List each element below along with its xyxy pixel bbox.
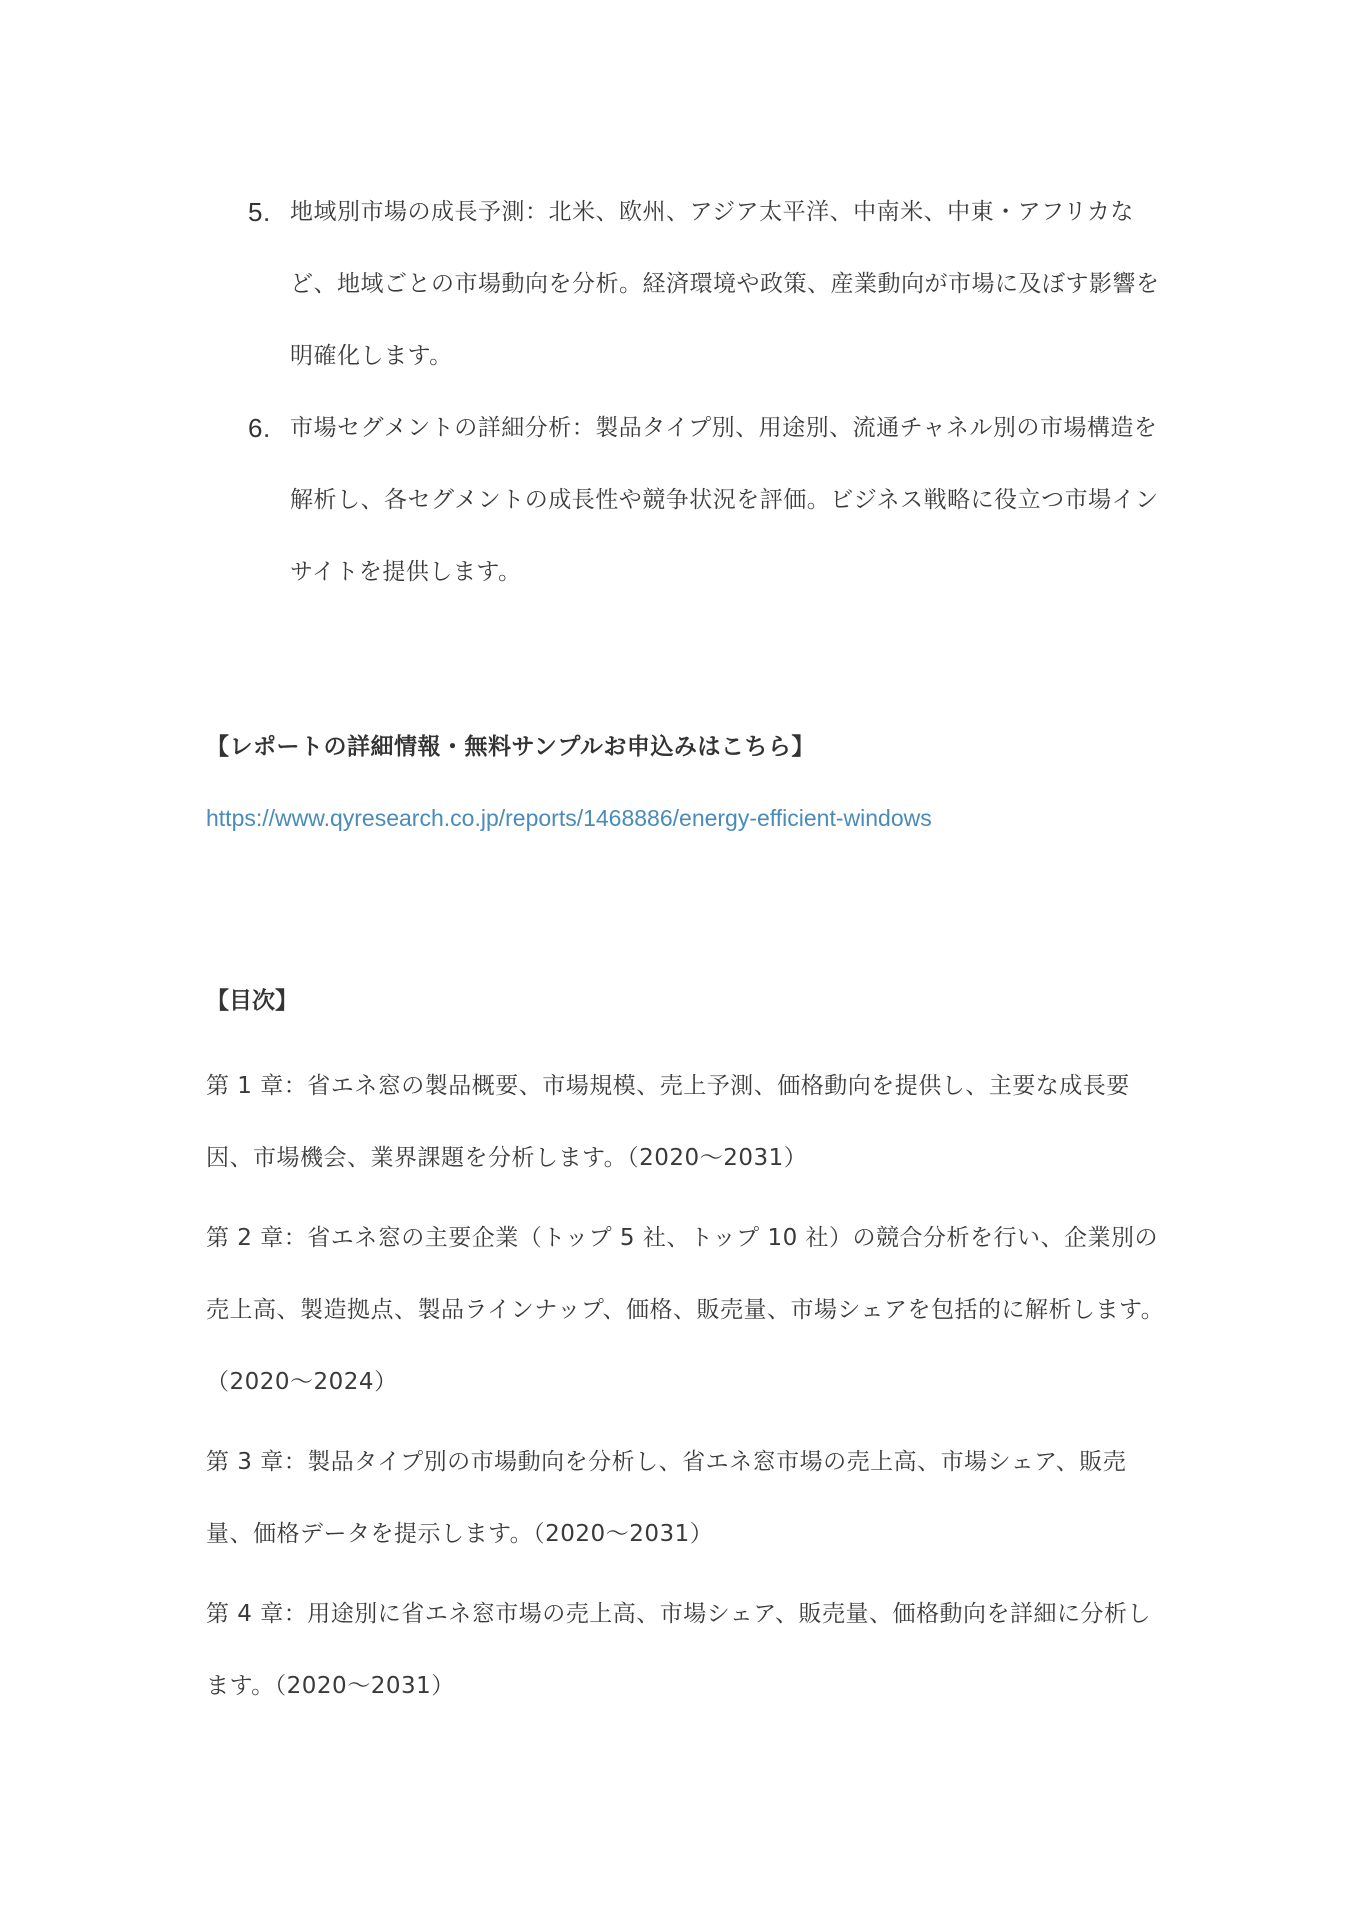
report-link-heading: 【レポートの詳細情報・無料サンプルお申込みはこちら】 — [206, 734, 815, 760]
list-item-text: 市場セグメントの詳細分析：製品タイプ別、用途別、流通チャネル別の市場構造を解析し、各セグメントの成長性や競争状況を評価。ビジネス戦略に役立つ市場インサイトを提供します。 — [290, 415, 1159, 585]
analysis-list — [248, 176, 1168, 608]
list-item — [248, 392, 1168, 608]
toc-chapter-2: 第 2 章：省エネ窓の主要企業（トップ 5 社、トップ 10 社）の競合分析を行い、企業別の売上高、製造拠点、製品ラインナップ、価格、販売量、市場シェアを包括的に解析します。（2020～2024） — [206, 1225, 1165, 1395]
toc-heading: 【目次】 — [206, 988, 298, 1014]
list-item-number: 5. — [248, 197, 271, 227]
list-item-text: 地域別市場の成長予測：北米、欧州、アジア太平洋、中南米、中東・アフリカなど、地域ごとの市場動向を分析。経済環境や政策、産業動向が市場に及ぼす影響を明確化します。 — [290, 199, 1160, 369]
toc-chapter-3: 第 3 章：製品タイプ別の市場動向を分析し、省エネ窓市場の売上高、市場シェア、販売量、価格データを提示します。（2020～2031） — [206, 1449, 1127, 1547]
toc-chapter-4: 第 4 章：用途別に省エネ窓市場の売上高、市場シェア、販売量、価格動向を詳細に分析します。（2020～2031） — [206, 1601, 1151, 1699]
toc-chapter-1: 第 1 章：省エネ窓の製品概要、市場規模、売上予測、価格動向を提供し、主要な成長要因、市場機会、業界課題を分析します。（2020～2031） — [206, 1073, 1130, 1171]
table-of-contents — [206, 1050, 1168, 1730]
list-item — [248, 176, 1168, 392]
report-link[interactable]: https://www.qyresearch.co.jp/reports/1468886/energy-efficient-windows — [206, 805, 932, 831]
list-item-number: 6. — [248, 413, 271, 443]
